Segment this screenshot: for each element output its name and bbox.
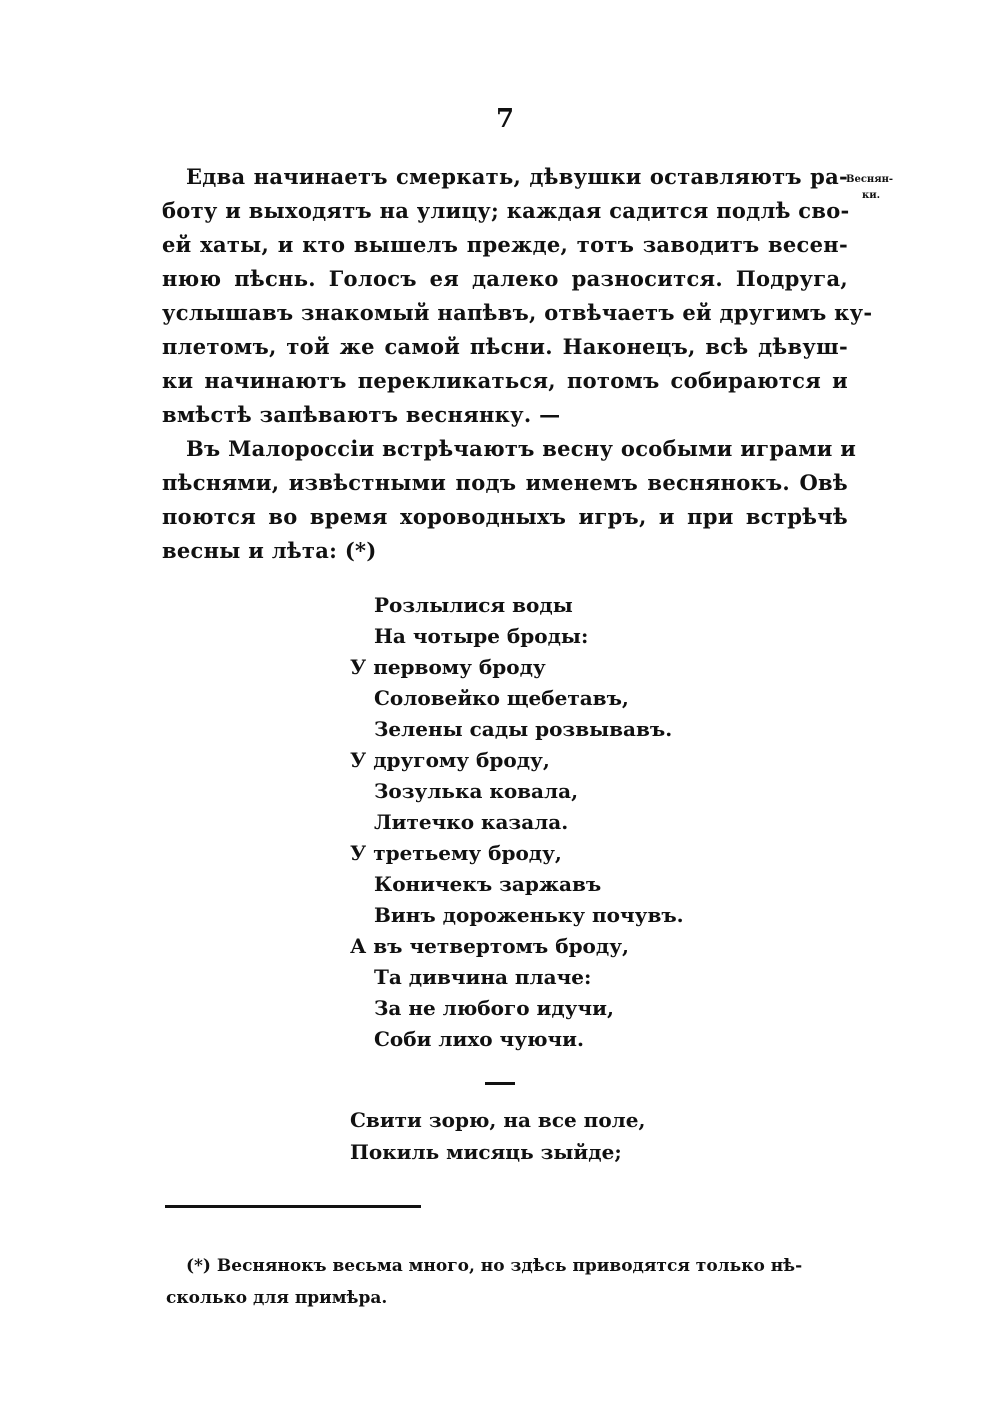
paragraph-2	[162, 432, 857, 568]
verse-line: Соби лихо чуючи.	[374, 1027, 584, 1051]
footnote	[166, 1250, 848, 1314]
text-line: весны и лѣта: (*)	[162, 538, 377, 563]
verse-line: Покиль мисяць зыйде;	[350, 1140, 622, 1164]
text-line: нюю пѣснь. Голосъ ея далеко разносится. Подруга,	[162, 266, 848, 291]
text-line: услышавъ знакомый напѣвъ, отвѣчаетъ ей другимъ ку-	[162, 300, 873, 325]
text-line: пѣснями, извѣстными подъ именемъ веснянокъ. Овѣ	[162, 470, 848, 495]
verse-line: Зелены сады розвывавъ.	[374, 717, 673, 741]
verse-line: Литечко казала.	[374, 810, 569, 834]
text-line: ки начинаютъ перекликаться, потомъ собираются и	[162, 368, 848, 393]
text-line: Въ Малороссіи встрѣчаютъ весну особыми играми и	[186, 436, 857, 461]
text-line: ей хаты, и кто вышелъ прежде, тотъ заводитъ весен-	[162, 232, 848, 257]
verse-line: Свити зорю, на все поле,	[350, 1108, 646, 1132]
verse-line: У первому броду	[350, 655, 546, 679]
text-line: поются во время хороводныхъ игръ, и при встрѣчѣ	[162, 504, 848, 529]
footnote-line: (*) Веснянокъ весьма много, но здѣсь приводятся только нѣ-	[186, 1256, 803, 1276]
verse-line: Та дивчина плаче:	[374, 965, 592, 989]
footnote-rule	[165, 1205, 421, 1208]
text-line: вмѣстѣ запѣваютъ веснянку. —	[162, 402, 561, 427]
footnote-line: сколько для примѣра.	[166, 1288, 388, 1308]
verse-line: Соловейко щебетавъ,	[374, 686, 629, 710]
verse-1	[350, 590, 684, 1055]
paragraph-1	[162, 160, 873, 432]
page-number: 7	[496, 104, 515, 134]
verse-line: У третьему броду,	[350, 841, 562, 865]
verse-line: Коничекъ заржавъ	[374, 872, 602, 896]
verse-line: Розлылися воды	[374, 593, 573, 617]
text-line: Едва начинаетъ смеркать, дѣвушки оставляютъ ра-	[186, 164, 848, 189]
verse-line: На чотыре броды:	[374, 624, 589, 648]
section-separator	[485, 1082, 515, 1085]
margin-note-line: ки.	[862, 190, 881, 201]
margin-note	[846, 172, 906, 204]
verse-line: А въ четвертомъ броду,	[350, 934, 629, 958]
verse-2	[350, 1104, 645, 1168]
margin-note-line: Веснян-	[846, 174, 894, 185]
verse-line: У другому броду,	[350, 748, 550, 772]
verse-line: Винъ дороженьку почувъ.	[374, 903, 684, 927]
text-line: плетомъ, той же самой пѣсни. Наконецъ, всѣ дѣвуш-	[162, 334, 848, 359]
verse-line: За не любого идучи,	[374, 996, 614, 1020]
text-line: боту и выходятъ на улицу; каждая садится подлѣ сво-	[162, 198, 850, 223]
verse-line: Зозулька ковала,	[374, 779, 579, 803]
